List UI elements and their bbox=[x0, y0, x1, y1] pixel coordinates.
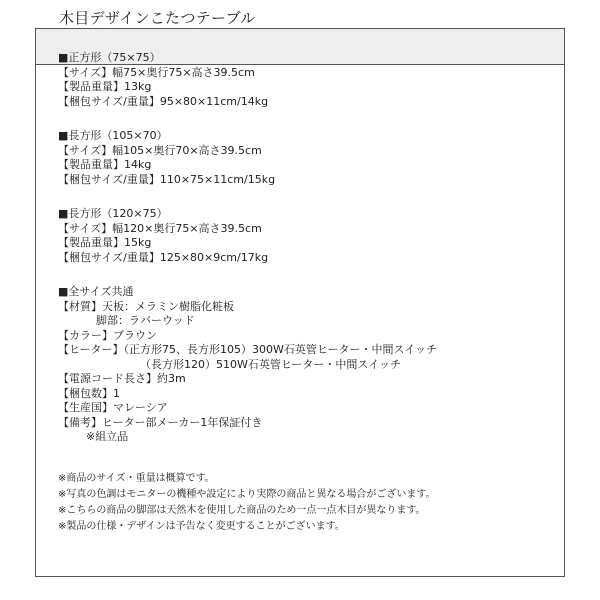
note-item: ※商品のサイズ・重量は概算です。 bbox=[58, 472, 215, 484]
note-item: ※製品の仕様・デザインは予告なく変更することがございます。 bbox=[58, 520, 345, 532]
section-heading: ■長方形（120×75） bbox=[58, 207, 168, 220]
weight-line: 【製品重量】13kg bbox=[58, 80, 152, 93]
notes-list bbox=[58, 471, 528, 535]
remarks-line: 【備考】ヒーター部メーカー1年保証付き bbox=[58, 415, 263, 429]
section-heading: ■全サイズ共通 bbox=[58, 285, 134, 298]
spec-section-rect-120 bbox=[58, 207, 528, 265]
origin-line: 【生産国】マレーシア bbox=[58, 401, 168, 414]
weight-line: 【製品重量】15kg bbox=[58, 236, 152, 249]
weight-line: 【製品重量】14kg bbox=[58, 158, 152, 171]
material-leg-line: 脚部：ラバーウッド bbox=[96, 314, 195, 327]
note-item: ※写真の色調はモニターの機種や設定により実際の商品と異なる場合がございます。 bbox=[58, 488, 436, 500]
color-line: 【カラー】ブラウン bbox=[58, 328, 157, 342]
package-line: 【梱包サイズ/重量】125×80×9cm/17kg bbox=[58, 250, 269, 264]
spec-section-common bbox=[58, 285, 528, 445]
spec-section-square-75 bbox=[58, 51, 528, 109]
note-item: ※こちらの商品の脚部は天然木を使用した商品のため一点一点木目が異なります。 bbox=[58, 504, 426, 516]
size-line: 【サイズ】幅105×奥行70×高さ39.5cm bbox=[58, 143, 262, 157]
size-line: 【サイズ】幅75×奥行75×高さ39.5cm bbox=[58, 65, 255, 79]
package-line: 【梱包サイズ/重量】95×80×11cm/14kg bbox=[58, 94, 269, 108]
section-heading: ■長方形（105×70） bbox=[58, 129, 168, 142]
material-line: 【材質】天板：メラミン樹脂化粧板 bbox=[58, 299, 234, 313]
section-heading: ■正方形（75×75） bbox=[58, 51, 161, 64]
cord-line: 【電源コード長さ】約3m bbox=[58, 372, 186, 385]
heater-line-2: （長方形120）510W石英管ヒーター・中間スイッチ bbox=[140, 357, 401, 371]
spec-content bbox=[58, 51, 528, 535]
packages-line: 【梱包数】1 bbox=[58, 386, 120, 400]
heater-line: 【ヒーター】（正方形75、長方形105）300W石英管ヒーター・中間スイッチ bbox=[58, 343, 438, 356]
spec-section-rect-105 bbox=[58, 129, 528, 187]
page-title: 木目デザインこたつテーブル bbox=[59, 9, 256, 27]
assembly-note: ※組立品 bbox=[86, 430, 129, 443]
size-line: 【サイズ】幅120×奥行75×高さ39.5cm bbox=[58, 221, 262, 235]
package-line: 【梱包サイズ/重量】110×75×11cm/15kg bbox=[58, 172, 276, 186]
